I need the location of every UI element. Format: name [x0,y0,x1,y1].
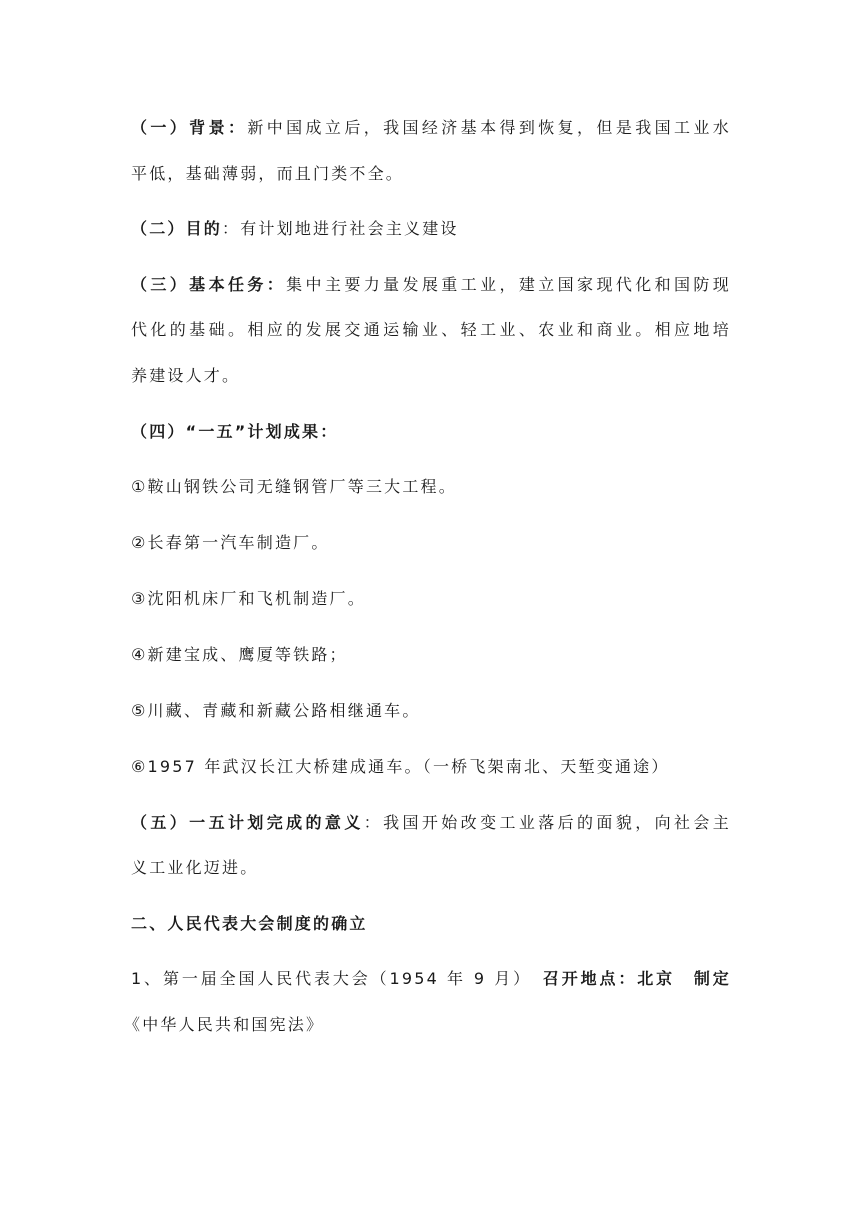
significance-text-1: ：我国开始改变工业落后的面貌，向社会主 [363,813,731,832]
significance-label: （五）一五计划完成的意义 [131,813,364,832]
achievement-item-1: ①鞍山钢铁公司无缝钢管厂等三大工程。 [131,477,457,496]
tasks-line-1 [131,275,731,295]
significance-line-1 [131,813,731,833]
background-label: （一）背景： [131,118,248,137]
background-text-1: 新中国成立后，我国经济基本得到恢复，但是我国工业水 [247,118,731,137]
tasks-text-1: 集中主要力量发展重工业，建立国家现代化和国防现 [286,275,731,294]
achievements-heading: （四）“一五”计划成果： [131,422,339,441]
tasks-line-2: 代化的基础。相应的发展交通运输业、轻工业、农业和商业。相应地培 [131,320,731,339]
part-two-item-1-text: 1、第一届全国人民代表大会（1954 年 9 月） [131,969,524,988]
significance-line-2: 义工业化迈进。 [131,858,259,877]
achievement-item-3: ③沈阳机床厂和飞机制造厂。 [131,589,366,608]
purpose-text: ：有计划地进行社会主义建设 [222,219,459,238]
background-line-1 [131,118,731,138]
part-two-item-1-line-2: 《中华人民共和国宪法》 [124,1015,325,1034]
achievement-item-4: ④新建宝成、鹰厦等铁路； [131,645,348,664]
part-two-item-1-line-1 [131,969,731,989]
achievement-item-6: ⑥1957 年武汉长江大桥建成通车。（一桥飞架南北、天堑变通途） [131,757,670,776]
achievement-item-5: ⑤川藏、青藏和新藏公路相继通车。 [131,701,421,720]
tasks-line-3: 养建设人才。 [131,366,241,385]
background-line-2: 平低，基础薄弱，而且门类不全。 [131,164,405,183]
part-two-heading: 二、人民代表大会制度的确立 [131,914,368,933]
purpose-label: （二）目的 [131,219,223,238]
purpose-line [131,219,731,239]
tasks-label: （三）基本任务： [131,275,287,294]
part-two-item-1-bold: 召开地点：北京 制定 [542,969,731,988]
achievement-item-2: ②长春第一汽车制造厂。 [131,533,330,552]
